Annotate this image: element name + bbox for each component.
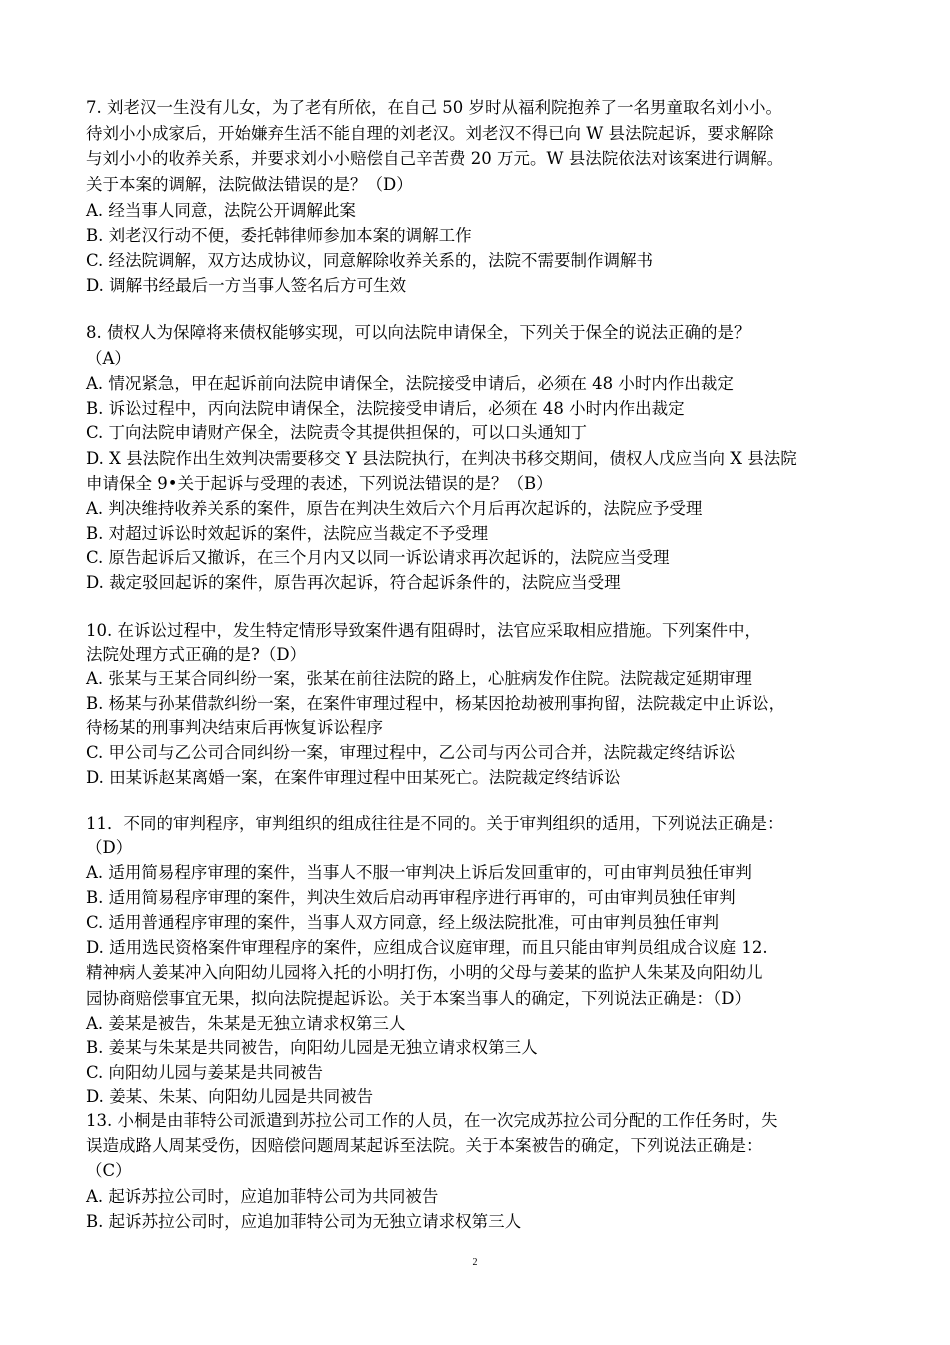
text-line: 11．不同的审判程序，审判组织的组成往往是不同的。关于审判组织的适用，下列说法正确是： (86, 814, 784, 833)
page-number: 2 (472, 1257, 478, 1268)
text-line: （D） (86, 838, 133, 857)
text-line: C. 丁向法院申请财产保全，法院责令其提供担保的，可以口头通知丁 (86, 423, 588, 442)
text-line: A. 经当事人同意，法院公开调解此案 (86, 201, 356, 220)
text-line: 10. 在诉讼过程中，发生特定情形导致案件遇有阻碍时，法官应采取相应措施。下列案件中， (86, 621, 761, 640)
text-line: 8. 债权人为保障将来债权能够实现，可以向法院申请保全，下列关于保全的说法正确的是？ (86, 323, 751, 342)
text-line: A. 判决维持收养关系的案件，原告在判决生效后六个月后再次起诉的，法院应予受理 (86, 499, 703, 518)
text-line: D. 裁定驳回起诉的案件，原告再次起诉，符合起诉条件的，法院应当受理 (86, 573, 621, 592)
text-line: B. 刘老汉行动不便，委托韩律师参加本案的调解工作 (86, 226, 472, 245)
text-line: D. 调解书经最后一方当事人签名后方可生效 (86, 276, 407, 295)
text-line: 待杨某的刑事判决结束后再恢复诉讼程序 (86, 718, 383, 737)
text-line: 与刘小小的收养关系，并要求刘小小赔偿自己辛苦费 20 万元。W 县法院依法对该案进行调解。 (86, 149, 784, 168)
text-line: B. 姜某与朱某是共同被告，向阳幼儿园是无独立请求权第三人 (86, 1038, 538, 1057)
text-line: A. 情况紧急，甲在起诉前向法院申请保全，法院接受申请后，必须在 48 小时内作出裁定 (86, 374, 734, 393)
text-line: 申请保全 9•关于起诉与受理的表述，下列说法错误的是？（B） (86, 474, 553, 493)
text-line: C. 向阳幼儿园与姜某是共同被告 (86, 1063, 324, 1082)
text-line: 待刘小小成家后，开始嫌弃生活不能自理的刘老汉。刘老汉不得已向 W 县法院起诉，要求解除 (86, 124, 774, 143)
text-line: B. 对超过诉讼时效起诉的案件，法院应当裁定不予受理 (86, 524, 489, 543)
text-line: C. 经法院调解，双方达成协议，同意解除收养关系的，法院不需要制作调解书 (86, 251, 654, 270)
text-line: C. 原告起诉后又撤诉，在三个月内又以同一诉讼请求再次起诉的，法院应当受理 (86, 548, 670, 567)
text-line: A. 适用简易程序审理的案件，当事人不服一审判决上诉后发回重审的，可由审判员独任审判 (86, 863, 752, 882)
text-line: A. 姜某是被告，朱某是无独立请求权第三人 (86, 1014, 406, 1033)
text-line: D. X 县法院作出生效判决需要移交 Y 县法院执行，在判决书移交期间，债权人戊应当向 X 县法院 (86, 449, 797, 468)
text-line: 误造成路人周某受伤，因赔偿问题周某起诉至法院。关于本案被告的确定，下列说法正确是： (86, 1136, 763, 1155)
text-line: 7. 刘老汉一生没有儿女，为了老有所依，在自己 50 岁时从福利院抱养了一名男童取名刘小小。 (86, 98, 782, 117)
text-line: D. 适用选民资格案件审理程序的案件，应组成合议庭审理，而且只能由审判员组成合议庭 12. (86, 938, 768, 957)
text-line: B. 诉讼过程中，丙向法院申请保全，法院接受申请后，必须在 48 小时内作出裁定 (86, 399, 685, 418)
text-line: C. 甲公司与乙公司合同纠纷一案，审理过程中，乙公司与丙公司合并，法院裁定终结诉讼 (86, 743, 736, 762)
text-line: D. 田某诉赵某离婚一案，在案件审理过程中田某死亡。法院裁定终结诉讼 (86, 768, 621, 787)
text-line: （A） (86, 349, 131, 368)
text-line: B. 起诉苏拉公司时，应追加菲特公司为无独立请求权第三人 (86, 1212, 522, 1231)
text-line: B. 适用简易程序审理的案件，判决生效后启动再审程序进行再审的，可由审判员独任审判 (86, 888, 736, 907)
text-line: 法院处理方式正确的是?（D） (86, 645, 307, 664)
text-line: 园协商赔偿事宜无果，拟向法院提起诉讼。关于本案当事人的确定，下列说法正确是：（D） (86, 989, 751, 1008)
text-line: 关于本案的调解，法院做法错误的是？（D） (86, 175, 413, 194)
text-line: A. 起诉苏拉公司时，应追加菲特公司为共同被告 (86, 1187, 439, 1206)
text-line: 精神病人姜某冲入向阳幼儿园将入托的小明打伤，小明的父母与姜某的监护人朱某及向阳幼儿 (86, 963, 763, 982)
text-line: 13. 小桐是由菲特公司派遣到苏拉公司工作的人员，在一次完成苏拉公司分配的工作任务时，失 (86, 1111, 778, 1130)
text-line: C. 适用普通程序审理的案件，当事人双方同意，经上级法院批准，可由审判员独任审判 (86, 913, 720, 932)
text-line: B. 杨某与孙某借款纠纷一案，在案件审理过程中，杨某因抢劫被刑事拘留，法院裁定中止诉讼， (86, 694, 786, 713)
text-line: （C） (86, 1161, 132, 1180)
text-line: A. 张某与王某合同纠纷一案，张某在前往法院的路上，心脏病发作住院。法院裁定延期审理 (86, 669, 752, 688)
text-line: D. 姜某、朱某、向阳幼儿园是共同被告 (86, 1087, 374, 1106)
